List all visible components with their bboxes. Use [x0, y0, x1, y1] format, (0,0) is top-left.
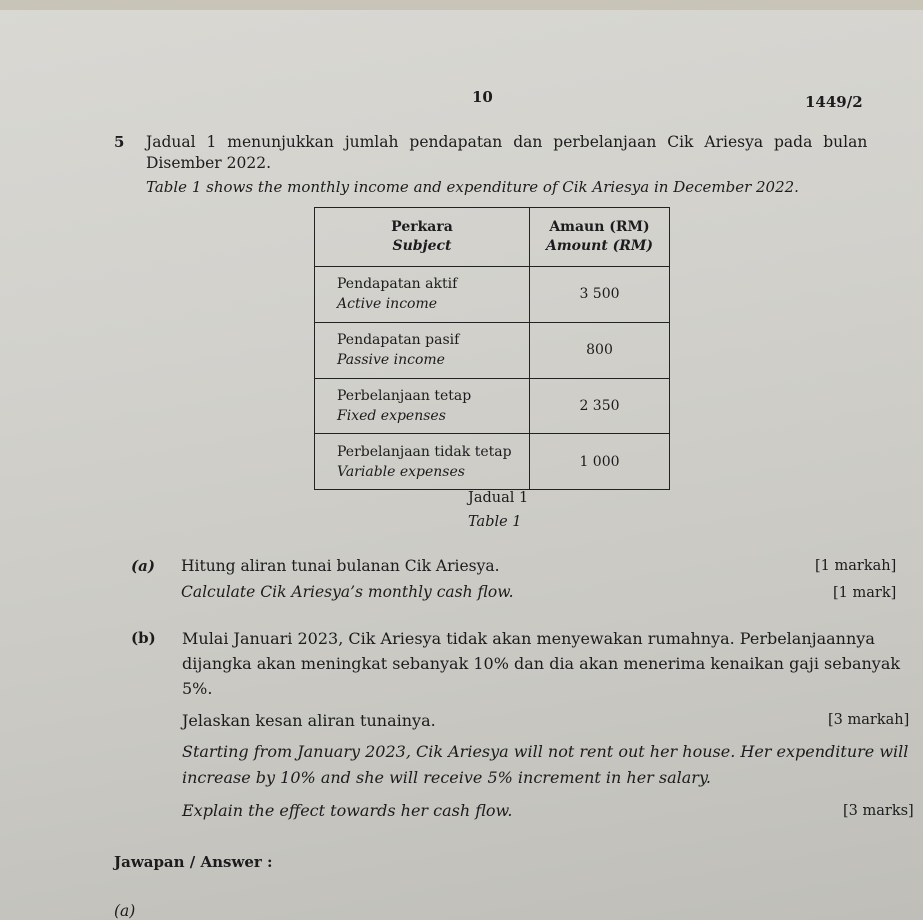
part-b-instr-en: Explain the effect towards her cash flow. — [182, 801, 513, 820]
part-a-text-en: Calculate Cik Ariesya’s monthly cash flow. — [181, 583, 514, 601]
row-subject-en: Fixed expenses — [337, 407, 446, 424]
part-b-text-ms-line3: 5%. — [182, 679, 213, 698]
question-intro-ms-line1: Jadual 1 menunjukkan jumlah pendapatan dan perbelanjaan Cik Ariesya pada bulan — [146, 133, 868, 151]
table-caption-en: Table 1 — [468, 514, 522, 530]
row-subject-ms: Pendapatan aktif — [337, 276, 458, 293]
table-row — [315, 378, 670, 434]
part-a-text-ms: Hitung aliran tunai bulanan Cik Ariesya. — [181, 557, 500, 575]
part-b-text-ms-line1: Mulai Januari 2023, Cik Ariesya tidak akan menyewakan rumahnya. Perbelanjaannya — [182, 629, 875, 648]
part-a-mark-ms: [1 markah] — [815, 558, 897, 574]
row-amount: 3 500 — [530, 267, 670, 323]
row-subject — [315, 267, 530, 323]
row-subject-en: Variable expenses — [337, 463, 465, 480]
row-subject — [315, 378, 530, 434]
row-subject — [315, 434, 530, 490]
page-number: 10 — [472, 88, 493, 106]
table-caption-ms: Jadual 1 — [468, 490, 529, 506]
part-b-text-en-line2: increase by 10% and she will receive 5% increment in her salary. — [182, 768, 711, 787]
table-row — [315, 322, 670, 378]
header-amount-en: Amount (RM) — [545, 238, 654, 254]
row-subject-ms: Perbelanjaan tetap — [337, 387, 472, 404]
row-subject-en: Passive income — [337, 352, 445, 369]
header-subject — [315, 208, 530, 267]
table-row — [315, 267, 670, 323]
row-amount: 1 000 — [530, 434, 670, 490]
income-expenditure-table — [314, 207, 670, 490]
table-row — [315, 434, 670, 490]
header-subject-en: Subject — [392, 238, 452, 254]
header-amount — [530, 208, 670, 267]
question-intro-en: Table 1 shows the monthly income and expenditure of Cik Ariesya in December 2022. — [146, 178, 799, 196]
row-subject-ms: Pendapatan pasif — [337, 332, 460, 349]
part-a-mark-en: [1 mark] — [833, 585, 897, 601]
question-number: 5 — [114, 133, 125, 151]
row-subject-ms: Perbelanjaan tidak tetap — [337, 443, 512, 460]
answer-part-a-label: (a) — [114, 902, 136, 920]
part-b-label: (b) — [131, 629, 156, 647]
row-amount: 800 — [530, 322, 670, 378]
part-b-text-en-line1: Starting from January 2023, Cik Ariesya will not rent out her house. Her expenditure will — [182, 742, 909, 761]
part-b-text-ms-line2: dijangka akan meningkat sebanyak 10% dan dia akan menerima kenaikan gaji sebanyak — [182, 654, 901, 673]
row-subject-en: Active income — [337, 296, 438, 313]
part-a-label: (a) — [131, 557, 155, 575]
top-edge-band — [0, 0, 923, 10]
paper-code: 1449/2 — [805, 93, 863, 111]
header-subject-ms: Perkara — [391, 219, 453, 235]
question-intro-ms-line2: Disember 2022. — [146, 154, 272, 172]
row-subject — [315, 322, 530, 378]
part-b-mark-en: [3 marks] — [843, 803, 914, 819]
answer-heading: Jawapan / Answer : — [114, 853, 273, 871]
part-b-instr-ms: Jelaskan kesan aliran tunainya. — [182, 711, 436, 730]
header-amount-ms: Amaun (RM) — [549, 219, 650, 235]
table-header-row — [315, 208, 670, 267]
part-b-mark-ms: [3 markah] — [828, 712, 910, 728]
row-amount: 2 350 — [530, 378, 670, 434]
